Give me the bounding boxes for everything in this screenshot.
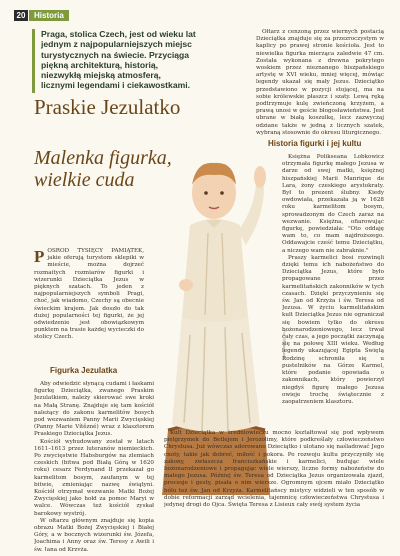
intro-lead: Praga, stolica Czech, jest od wieku lat jednym z najpopularniejszych miejsc turystycznych na świecie. Przyciąga piękną architekturą, historią, niezwykłą miejską atmosferą, licznymi legendami i ciekawostkami. [32, 29, 196, 93]
col1-intro-text [34, 248, 144, 358]
col1-heading: Figurka Jezulatka [50, 366, 118, 375]
page-number: 20 [14, 10, 28, 21]
dropcap: P [34, 248, 45, 266]
article-subtitle: Malenka figurka, wielkie cuda [34, 147, 172, 191]
article-title: Praskie Jezulatko [34, 95, 181, 119]
col2-bottom [164, 430, 384, 552]
col1-paragraph-4: W ołtarzu głównym znajduje się kopia obrazu Matki Bożej Zwycięskiej i Białej Góry, a w bocznych wizerunki św. Józefa, Joachima i Anny oraz św. Teresy z Awili i św. Jana od Krzyża. [34, 517, 154, 551]
photo-credit: Fot. Shutterstock [282, 330, 287, 361]
col1-paragraph-1: OŚRÓD TYSIĘCY PAMIĄTEK, jakie oferują turystom sklepiki w mieście, można dojrzeć rozmaitych rozmiarów figurki i wizerunki Dzieciątka Jezus w pięknych szatach. To jeden z najpopularniejszych symboli Pragi, choć, jak wiadomo, Czechy są obecnie świeckim krajem. Jak doszło do tak dużej popularności tej figurki, że jej odwiedzenie jest obowiązkowym punktem na trasie każdej wycieczki do stolicy Czech. [34, 248, 144, 341]
col2-paragraph-3: Praszy karmelici bosi rozwinęli dzięki temu ich nabożeństwo do Dzieciątka Jezus, które było propagowane przez karmelitańskich zakonników w tych czasach. Dzięki przyczynieniu się św. Jan od Krzyża i św. Teresa od Jezusa. W życiu karmelitańskim kult Dzieciątka Jezus nie ograniczał się bowiem tylko do okresu bożonarodzeniowego, lecz trwał cały czas, a jego początki zaczynają się na połowę XIII wieku. Według legendy ukazującej Egipta Świętą Rodzinę schroniła się u pustelników na Górze Karmel, które podanie opowiada o zakonnikach, który powierzył niegdyś figurę małego Jezusa owieje trochę świątecznie z zaopatrzeniem klasztoru. [282, 254, 384, 405]
col1-body [34, 381, 154, 551]
col2-body [282, 154, 384, 426]
col2-heading: Historia figurki i jej kultu [268, 139, 362, 148]
col1-paragraph-3: Kościół wybudowany został w latach 1611–1613 przez luteranów niemieckich. Po zwycięstwie Habsburgów na zlemiach czeskich (bitwa pod Białą Górą w 1620 roku) cesarz Ferdynand II przekazał go karmelitom bosym, zaufanym w tej bitwie, zmieniając nazwę świątyni. Kościół otrzymał wezwanie Matki Bożej Zwycięskiej jako hołd za pomoc Maryi w walce. Wówczas też kościół zyskał barokowy wystrój. [34, 438, 154, 517]
col2-paragraph-4: Kult Dzieciątka w średniowieczu mocno kształtował się pod wpływem pielgrzymek do Betlejem i Jerozolimy, które podkreślały człowieczeństwo Chrystusa. Już wówczas adorowano Dzieciątko i ulotano się naśladować Jego cnoty, takie jak dobroć, miłość i pokora. Po rozwoju kultu przyczyniły się zakony, zwłaszcza franciszkańskie i karmelici, budując wiele bożonarodzeniowe i propagując wiele wierszy, liczne formy nabożeństw do małego Jezusa. Później św. Teresa od Dzieciątka Jezus organizowała zjazd, procesje i gesty, pisała o nim wiersze. Ogromnym ojcem miało Dzieciątko bólu też św. Jan od Krzyża. Karmelitańscy mistycy widzieli w ten sposób w dobie reformacji zarząd wcielenia, tajemnicę człowieczeństwa Chrystusa i jedynej drogi do Ojca. Święta Teresa z Lisieux cały swój system życia [164, 430, 384, 509]
col2-intro [256, 29, 384, 135]
col2-paragraph-1: Ołtarz z cenzoną przez wiernych postacią Dzieciątka znajduje się za przezroczystym w kaplicy po prawej stronie kościoła. Jest to niewielka figurka mierząca zaledwie 47 cm. Została wykonana z drewna pokrytego woskiem przez nieznanego hiszpańskiego artystę w XVI wieku, mniej więcej, mówiąc legendy ukazał się mały Jezus. Dzieciątko przedstawiono w pozycji stojącej, ma na sobie królewskie płaszcz i szaty. Lewą ręką podtrzymuje kulę zwieńczoną krzyżem, a prawą unosi w geście błogosławieństwa. Jest ubrane w białą koszulkę, lecz zazwyczaj odziane także w jedną z licznych szatek, wybraną stosownie do okresu liturgicznego. [256, 29, 384, 135]
section-label: Historia [29, 10, 69, 21]
col2-paragraph-2: Księżna Polikseana Lobkowicz otrzymała figurkę małego Jezusa w darze od swej matki, księżnej hiszpańskiej Marii Manrique de Lara, żony czeskiego arystokraty. Był to prezent ślubny. Kiedy owdowiała, przekazała ją w 1628 roku karmelitom bosym, sprowadzonym do Czech zaraz na wezwanie. Księżna, ofiarowując figurkę, powiedziała: "Oto oddaję wam to, co mam najdroższego. Oddawajcie cześć temu Dzieciątku, a niczego wam nie zabraknie." [282, 154, 384, 254]
col1-paragraph-2: Aby odwiedzić słynącą cudami i łaskami figurkę Dzieciątka, zwanego Praskim Jezulatkiem, należy skierować swe kroki na Małą Stranę. Znajduje się tam kościół należący do zakonu karmelitów bosych pod wezwaniem Panny Marii Zwycięskiej (Panny Marie Vítězné) wraz z klasztorem Praskiego Dzieciątka Jezus. [34, 381, 154, 438]
